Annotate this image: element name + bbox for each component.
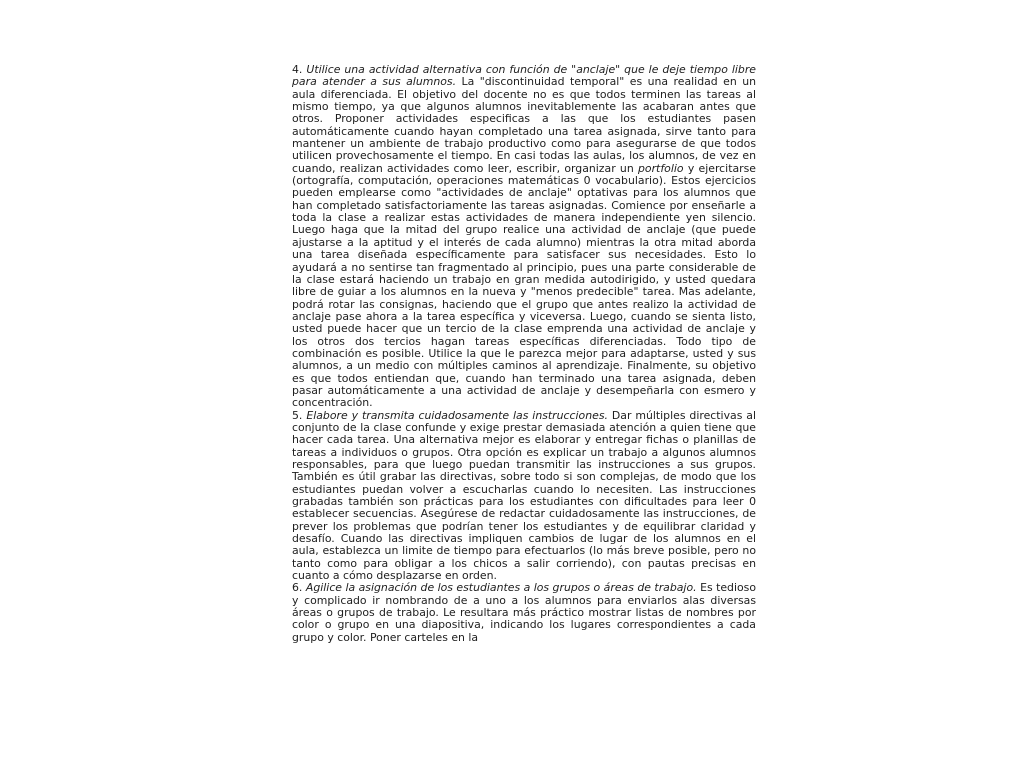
paragraph-number: 4. <box>292 63 303 76</box>
paragraph-heading: Elabore y transmita cuidadosamente las instrucciones. <box>306 408 608 422</box>
paragraph-6 <box>268 582 756 644</box>
paragraph-number: 6. <box>292 581 303 595</box>
paragraph-4 <box>268 64 756 410</box>
paragraph-body: Es tedioso y complicado ir nombrando de a uno a los alumnos para enviarlos alas diversas áreas o grupos de trabajo. Le resultara más práctico mostrar listas de nombres por color o grupo en una diapositiva, indicando los lugares correspondientes a cada grupo y color. Poner carteles en la <box>292 581 756 644</box>
paragraph-body: Dar múltiples directivas al conjunto de la clase confunde y exige prestar demasiada atención a quien tiene que hacer cada tarea. Una alternativa mejor es elaborar y entregar fichas o planillas de tareas a individuos o grupos. Otra opción es explicar un trabajo a algunos alumnos responsables, para que luego puedan transmitir las instrucciones a sus grupos. También es útil grabar las directivas, sobre todo si son complejas, de modo que los estudiantes puedan volver a escucharlas cuando lo necesiten. Las instrucciones grabadas también son prácticas para los estudiantes con dificultades para leer 0 establecer secuencias. Asegúrese de redactar cuidadosamente las instrucciones, de prever los problemas que podrían tener los estudiantes y de equilibrar claridad y desafío. Cuando las directivas impliquen cambios de lugar de los alumnos en el aula, establezca un limite de tiempo para efectuarlos (lo más breve posible, pero no tanto como para obligar a los chicos a salir corriendo), con pautas precisas en cuanto a cómo desplazarse en orden. <box>292 408 756 583</box>
paragraph-body-continued: y ejercitarse (ortografía, computación, operaciones matemáticas 0 vocabulario). Estos ejercicios pueden emplearse como "actividades de anclaje" optativas para los alumnos que han completado satisfactoriamente las tareas asignadas. Comience por enseñarle a toda la clase a realizar estas actividades de manera independiente yen silencio. Luego haga que la mitad del grupo realice una actividad de anclaje (que puede ajustarse a la aptitud y el interés de cada alumno) mientras la otra mitad aborda una tarea diseñada específicamente para satisfacer sus necesidades. Esto lo ayudará a no sentirse tan fragmentado al principio, pues una parte considerable de la clase estará haciendo un trabajo en gran medida autodirigido, y usted quedara libre de guiar a los alumnos en la nueva y "menos predecible" tarea. Mas adelante, podrá rotar las consignas, haciendo que el grupo que antes realizo la actividad de anclaje pase ahora a la tarea específica y viceversa. Luego, cuando se sienta listo, usted puede hacer que un tercio de la clase emprenda una actividad de anclaje y los otros dos tercios hagan tareas específicas diferenciadas. Todo tipo de combinación es posible. Utilice la que le parezca mejor para adaptarse, usted y sus alumnos, a un medio con múltiples caminos al aprendizaje. Finalmente, su objetivo es que todos entiendan que, cuando han terminado una tarea asignada, deben pasar automáticamente a una actividad de anclaje y desempeñarla con esmero y concentración. <box>292 161 756 410</box>
paragraph-italic-term: portfolio <box>638 161 684 175</box>
paragraph-5 <box>268 410 756 583</box>
paragraph-body: La "discontinuidad temporal" es una realidad en un aula diferenciada. El objetivo del docente no es que todos terminen las tareas al mismo tiempo, ya que algunos alumnos inevitablemente las acabaran antes que otros. Proponer actividades especificas a las que los estudiantes pasen automáticamente cuando hayan completado una tarea asignada, sirve tanto para mantener un ambiente de trabajo productivo como para asegurarse de que todos utilicen provechosamente el tiempo. En casi todas las aulas, los alumnos, de vez en cuando, realizan actividades como leer, escribir, organizar un <box>292 75 757 175</box>
document-page <box>268 64 756 704</box>
paragraph-heading: Agilice la asignación de los estudiantes a los grupos o áreas de trabajo. <box>305 581 697 595</box>
paragraph-number: 5. <box>292 408 303 422</box>
paragraph-heading: Utilice una actividad alternativa con función de "anclaje" que le deje tiempo libre para atender a sus alumnos. <box>292 63 756 89</box>
